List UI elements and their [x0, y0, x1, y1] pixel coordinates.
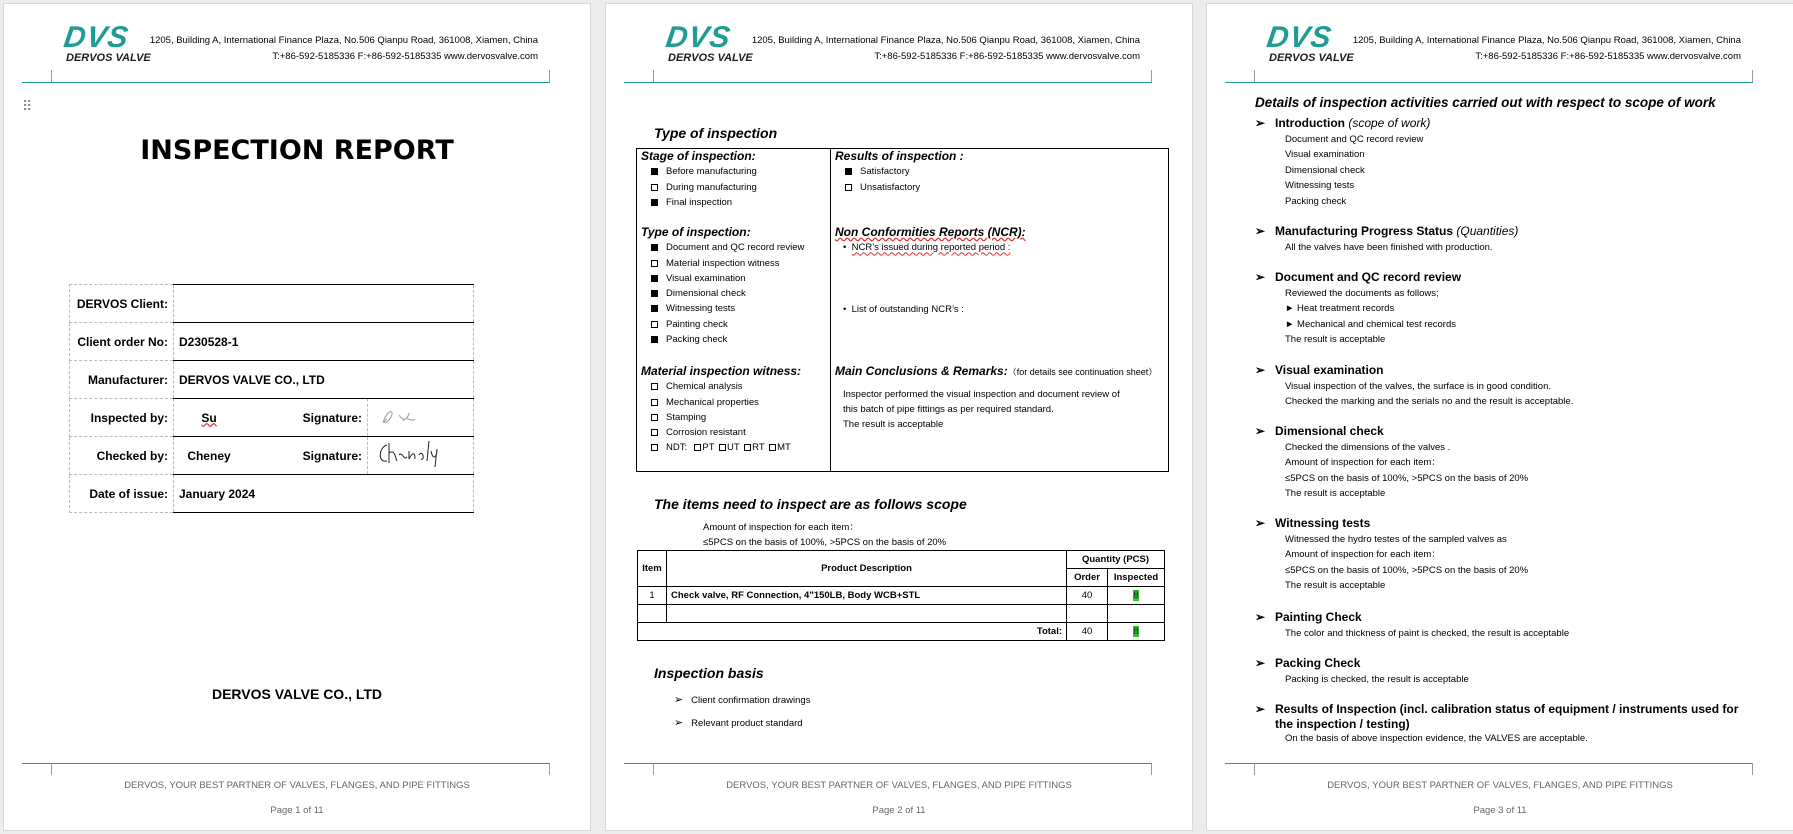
- header-address: 1205, Building A, International Finance Plaza, No.506 Qianpu Road, 361008, Xiamen, China T:+86-592-5185336 F:+86-592-5185335 www.dervosvalve.com: [149, 35, 538, 62]
- arrow-icon: ➢: [1255, 516, 1266, 530]
- checkbox-witnessing[interactable]: [651, 305, 658, 312]
- results-of-inspection: Results of inspection : Satisfactory Unsatisfactory: [835, 149, 964, 193]
- company-name: DERVOS VALVE CO., LTD: [211, 686, 383, 702]
- ncr-section: Non Conformities Reports (NCR): • NCR’s issued during reported period : • List of outstanding NCR’s :: [835, 225, 1026, 315]
- checker-name: Cheney: [174, 437, 245, 475]
- type-of-inspection-heading: Type of inspection: [654, 125, 778, 141]
- basis-list: ➢ Client confirmation drawings ➢ Relevant product standard: [674, 694, 811, 729]
- arrow-icon: ➢: [1255, 656, 1266, 670]
- page-number: Page 2 of 11: [872, 805, 926, 816]
- page-number: Page 1 of 11: [270, 805, 324, 816]
- checkbox-chemical[interactable]: [651, 383, 658, 390]
- dimensional-section: ➢ Dimensional check Checked the dimensions of the valves . Amount of inspection for each item： ≤5PCS on the basis of 100%, >5PCS on the basis of 20% The result is acceptable: [1255, 424, 1529, 499]
- material-inspection-list: Material inspection witness: Chemical analysis Mechanical properties Stamping Corrosion resistant NDT: PT UT RT MT: [641, 364, 802, 454]
- order-number: D230528-1: [174, 323, 474, 361]
- checkbox-corrosion[interactable]: [651, 429, 658, 436]
- header-rule: [22, 82, 550, 83]
- arrow-icon: ➢: [1255, 610, 1266, 624]
- packing-section: ➢ Packing Check Packing is checked, the result is acceptable: [1255, 656, 1469, 685]
- arrow-icon: ➢: [1255, 224, 1266, 238]
- page-1: [3, 3, 591, 831]
- checkbox-stamping[interactable]: [651, 414, 658, 421]
- checker-signature: [368, 437, 474, 475]
- checkbox-visual[interactable]: [651, 275, 658, 282]
- checkbox-before-manufacturing[interactable]: [651, 168, 658, 175]
- checkbox-final-inspection[interactable]: [651, 199, 658, 206]
- checkbox-satisfactory[interactable]: [845, 168, 852, 175]
- page-number: Page 3 of 11: [1473, 805, 1527, 816]
- company-logo: DVS DERVOS VALVE: [1264, 21, 1354, 64]
- page-3: [1206, 3, 1793, 831]
- header-address: 1205, Building A, International Finance Plaza, No.506 Qianpu Road, 361008, Xiamen, China T:+86-592-5185336 F:+86-592-5185335 www.dervosvalve.com: [751, 35, 1140, 62]
- witnessing-section: ➢ Witnessing tests Witnessed the hydro testes of the sampled valves as Amount of inspection for each item： ≤5PCS on the basis of 100%, >5PCS on the basis of 20% The result is acceptable: [1255, 516, 1529, 591]
- table-total-row: Total: 40 8: [638, 623, 1165, 641]
- drag-handle-icon[interactable]: ⠿: [22, 98, 33, 114]
- inspector-signature: [368, 399, 474, 437]
- conclusions-section: Main Conclusions & Remarks:（for details see continuation sheet） Inspector performed the visual inspection and document review of this batch of pipe fittings as per required standard. The result is acceptable: [835, 364, 1158, 431]
- company-logo: DVS DERVOS VALVE: [61, 21, 151, 64]
- inspection-summary-box: [636, 148, 1169, 472]
- arrow-icon: ➢: [1255, 702, 1266, 716]
- doc-review-section: ➢ Document and QC record review Reviewed the documents as follows; ► Heat treatment records ► Mechanical and chemical test records The result is acceptable: [1255, 270, 1462, 345]
- page-2: [605, 3, 1193, 831]
- checkbox-mechanical[interactable]: [651, 399, 658, 406]
- arrow-icon: ➢: [1255, 424, 1266, 438]
- checkbox-unsatisfactory[interactable]: [845, 184, 852, 191]
- painting-section: ➢ Painting Check The color and thickness of paint is checked, the result is acceptable: [1255, 610, 1570, 639]
- checkbox-ndt[interactable]: [651, 444, 658, 451]
- visual-section: ➢ Visual examination Visual inspection of the valves, the surface is in good condition. Checked the marking and the serials no and the result is acceptable.: [1255, 363, 1574, 407]
- checkbox-packing[interactable]: [651, 336, 658, 343]
- report-info-table: DERVOS Client: Client order No: D230528-1 Manufacturer: DERVOS VALVE CO., LTD Inspected by: Su Signature: Checked by: Cheney Signature: Date of issue: January 2024: [69, 284, 474, 513]
- date-of-issue: January 2024: [174, 475, 474, 513]
- footer-tagline: DERVOS, YOUR BEST PARTNER OF VALVES, FLANGES, AND PIPE FITTINGS: [1327, 780, 1673, 791]
- table-row: 1 Check valve, RF Connection, 4"150LB, Body WCB+STL 40 8: [638, 587, 1165, 605]
- checkbox-mt[interactable]: [769, 444, 776, 451]
- arrow-icon: ➢: [1255, 116, 1266, 130]
- checkbox-pt[interactable]: [694, 444, 701, 451]
- checkbox-painting[interactable]: [651, 321, 658, 328]
- checkbox-ut[interactable]: [719, 444, 726, 451]
- footer-tagline: DERVOS, YOUR BEST PARTNER OF VALVES, FLANGES, AND PIPE FITTINGS: [124, 780, 470, 791]
- details-title: Details of inspection activities carried out with respect to scope of work: [1255, 95, 1716, 110]
- table-row: [638, 605, 1165, 623]
- arrow-icon: ➢: [1255, 270, 1266, 284]
- footer-tagline: DERVOS, YOUR BEST PARTNER OF VALVES, FLANGES, AND PIPE FITTINGS: [726, 780, 1072, 791]
- arrow-icon: ➢: [674, 694, 684, 706]
- header-address: 1205, Building A, International Finance Plaza, No.506 Qianpu Road, 361008, Xiamen, China T:+86-592-5185336 F:+86-592-5185335 www.dervosvalve.com: [1352, 35, 1741, 62]
- progress-section: ➢ Manufacturing Progress Status (Quantities) All the valves have been finished with production.: [1255, 224, 1519, 253]
- checkbox-material-witness[interactable]: [651, 260, 658, 267]
- checkbox-rt[interactable]: [744, 444, 751, 451]
- type-of-inspection-list: Type of inspection: Document and QC record review Material inspection witness Visual examination Dimensional check Witnessing tests Painting check Packing check: [641, 225, 805, 346]
- items-heading: The items need to inspect are as follows scope: [654, 496, 967, 512]
- inspector-name: Su: [201, 410, 217, 425]
- amount-note: Amount of inspection for each item： ≤5PCS on the basis of 100%, >5PCS on the basis of 20%: [703, 522, 947, 548]
- checkbox-doc-review[interactable]: [651, 244, 658, 251]
- client-value: [174, 285, 474, 323]
- stage-of-inspection: Stage of inspection: Before manufacturing During manufacturing Final inspection: [641, 149, 757, 208]
- checkbox-dimensional[interactable]: [651, 290, 658, 297]
- results-section: ➢ Results of Inspection (incl. calibration status of equipment / instruments used for the inspection / testing) On the basis of above inspection evidence, the VALVES are acceptable.: [1255, 702, 1739, 744]
- manufacturer-value: DERVOS VALVE CO., LTD: [174, 361, 474, 399]
- arrow-icon: ➢: [1255, 363, 1266, 377]
- inspection-items-table: Item Product Description Quantity (PCS) Order Inspected 1 Check valve, RF Connection, 4"150LB, Body WCB+STL 40 8 Total: 40 8: [637, 550, 1165, 641]
- arrow-icon: ➢: [674, 717, 684, 729]
- company-logo: DVS DERVOS VALVE: [663, 21, 753, 64]
- inspection-basis-heading: Inspection basis: [654, 665, 764, 681]
- intro-section: ➢ Introduction (scope of work) Document and QC record review Visual examination Dimensional check Witnessing tests Packing check: [1255, 116, 1431, 207]
- report-title: INSPECTION REPORT: [140, 135, 454, 166]
- checkbox-during-manufacturing[interactable]: [651, 184, 658, 191]
